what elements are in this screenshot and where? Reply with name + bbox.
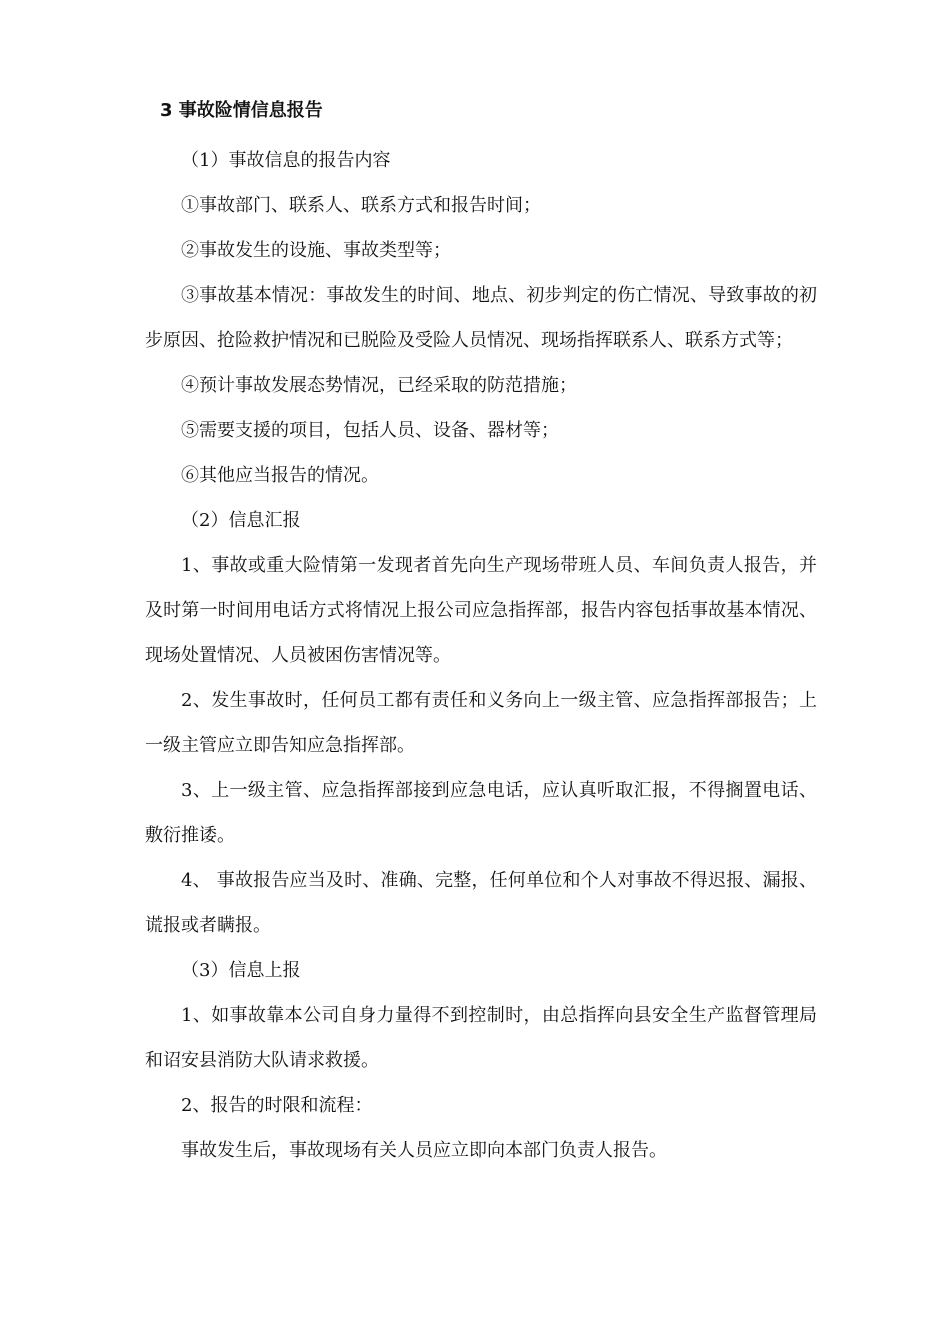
- subheading-info-report: （2）信息汇报: [181, 510, 301, 531]
- list-item: ④预计事故发展态势情况，已经采取的防范措施；: [181, 375, 577, 396]
- paragraph: 1、如事故靠本公司自身力量得不到控制时，由总指挥向县安全生产监督管理局和诏安县消防大队请求救援。: [145, 1005, 817, 1071]
- list-item: ⑥其他应当报告的情况。: [181, 465, 379, 486]
- paragraph: 3、上一级主管、应急指挥部接到应急电话，应认真听取汇报，不得搁置电话、敷衍推诿。: [145, 780, 817, 846]
- paragraph: 4、 事故报告应当及时、准确、完整，任何单位和个人对事故不得迟报、漏报、谎报或者瞒报。: [145, 870, 817, 936]
- list-item: ③事故基本情况：事故发生的时间、地点、初步判定的伤亡情况、导致事故的初步原因、抢险救护情况和已脱险及受险人员情况、现场指挥联系人、联系方式等；: [145, 285, 817, 351]
- paragraph: 2、报告的时限和流程：: [181, 1095, 373, 1116]
- list-item: ⑤需要支援的项目，包括人员、设备、器材等；: [181, 420, 559, 441]
- section-heading: 3 事故险情信息报告: [160, 100, 323, 121]
- paragraph: 2、发生事故时，任何员工都有责任和义务向上一级主管、应急指挥部报告；上一级主管应立即告知应急指挥部。: [145, 690, 817, 756]
- list-item: ①事故部门、联系人、联系方式和报告时间；: [181, 195, 541, 216]
- document-body: [145, 138, 817, 1173]
- subheading-report-content: （1）事故信息的报告内容: [181, 150, 391, 171]
- paragraph: 1、事故或重大险情第一发现者首先向生产现场带班人员、车间负责人报告，并及时第一时间用电话方式将情况上报公司应急指挥部，报告内容包括事故基本情况、现场处置情况、人员被困伤害情况等。: [145, 555, 817, 666]
- list-item: ②事故发生的设施、事故类型等；: [181, 240, 451, 261]
- paragraph: 事故发生后，事故现场有关人员应立即向本部门负责人报告。: [181, 1140, 667, 1161]
- subheading-info-escalation: （3）信息上报: [181, 960, 301, 981]
